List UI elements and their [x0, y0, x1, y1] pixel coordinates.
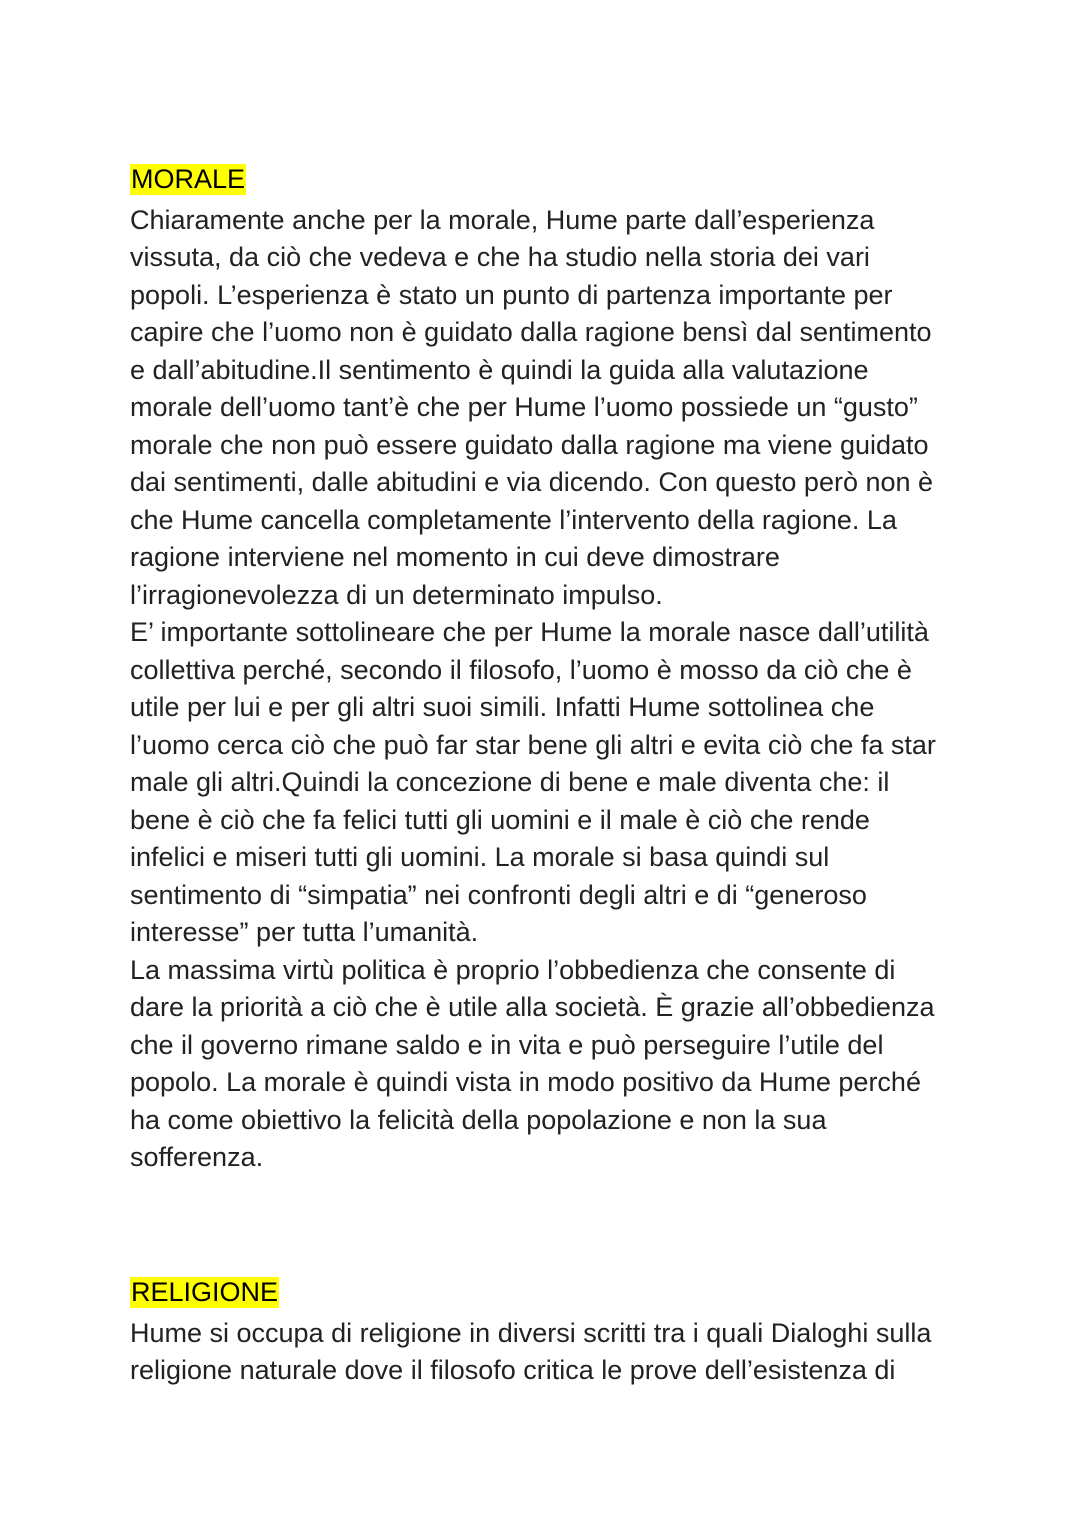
paragraph-line: La massima virtù politica è proprio l’obbedienza che consente di — [130, 954, 896, 985]
heading-row — [130, 164, 960, 202]
section-morale — [130, 164, 960, 1177]
paragraph-line: sofferenza. — [130, 1142, 264, 1172]
paragraph-line: utile per lui e per gli altri suoi simili. Infatti Hume sottolinea che — [130, 692, 875, 722]
paragraph-line: infelici e miseri tutti gli uomini. La morale si basa quindi sul — [130, 842, 830, 872]
paragraph-line: bene è ciò che fa felici tutti gli uomini e il male è ciò che rende — [130, 804, 870, 835]
paragraph-line: ha come obiettivo la felicità della popolazione e non la sua — [130, 1104, 827, 1135]
paragraph-line: male gli altri.Quindi la concezione di bene e male diventa che: il — [130, 767, 890, 797]
paragraph-line: Hume si occupa di religione in diversi scritti tra i quali Dialoghi sulla — [130, 1317, 932, 1348]
section-heading-religione: RELIGIONE — [131, 1277, 279, 1307]
heading-row — [130, 1277, 960, 1315]
paragraph-line: che Hume cancella completamente l’intervento della ragione. La — [130, 504, 897, 535]
paragraph-line: morale che non può essere guidato dalla ragione ma viene guidato — [130, 429, 929, 460]
paragraph-line: interesse” per tutta l’umanità. — [130, 917, 479, 947]
paragraph-line: morale dell’uomo tant’è che per Hume l’uomo possiede un “gusto” — [130, 392, 918, 422]
paragraph-line: l’irragionevolezza di un determinato impulso. — [130, 579, 663, 610]
paragraph-line: e dall’abitudine.Il sentimento è quindi la guida alla valutazione — [130, 354, 869, 385]
paragraph-line: capire che l’uomo non è guidato dalla ragione bensì dal sentimento — [130, 317, 932, 347]
paragraph-line: popolo. La morale è quindi vista in modo positivo da Hume perché — [130, 1067, 921, 1097]
paragraph-line: ragione interviene nel momento in cui deve dimostrare — [130, 542, 780, 572]
paragraph-line: vissuta, da ciò che vedeva e che ha studio nella storia dei vari — [130, 242, 870, 272]
paragraph-line: sentimento di “simpatia” nei confronti degli altri e di “generoso — [130, 879, 867, 910]
paragraph-line: E’ importante sottolineare che per Hume la morale nasce dall’utilità — [130, 617, 929, 647]
paragraph-line: religione naturale dove il filosofo critica le prove dell’esistenza di — [130, 1355, 896, 1385]
paragraph-line: dai sentimenti, dalle abitudini e via dicendo. Con questo però non è — [130, 467, 934, 497]
paragraph-line: dare la priorità a ciò che è utile alla società. È grazie all’obbedienza — [130, 992, 935, 1022]
paragraph-line: popoli. L’esperienza è stato un punto di partenza importante per — [130, 279, 893, 310]
paragraph-line: che il governo rimane saldo e in vita e può perseguire l’utile del — [130, 1029, 884, 1060]
section-heading-morale: MORALE — [131, 164, 246, 194]
paragraph-line: collettiva perché, secondo il filosofo, l’uomo è mosso da ciò che è — [130, 654, 912, 685]
paragraph-line: Chiaramente anche per la morale, Hume parte dall’esperienza — [130, 204, 875, 235]
paragraph-line: l’uomo cerca ciò che può far star bene gli altri e evita ciò che fa star — [130, 729, 936, 760]
section-religione — [130, 1277, 960, 1390]
